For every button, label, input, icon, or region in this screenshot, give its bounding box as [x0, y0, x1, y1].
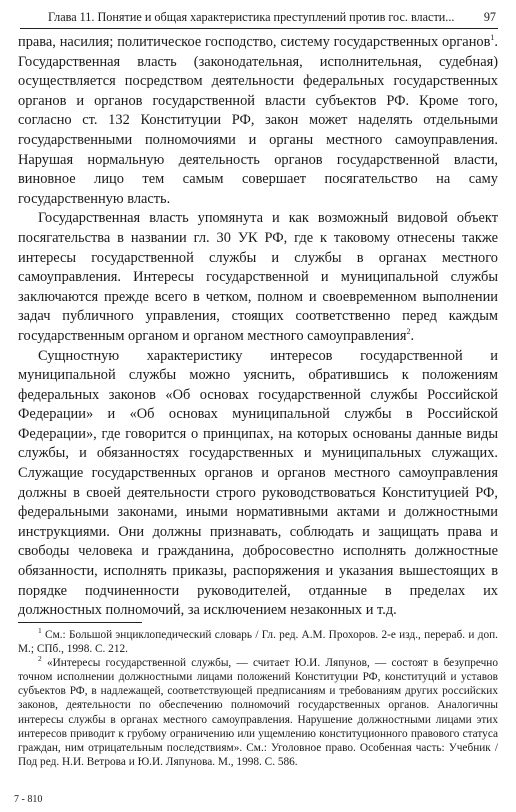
paragraph-1-part-a: права, насилия; политическое господство, систему государственных органов	[18, 34, 491, 50]
paragraph-2-end: .	[410, 327, 415, 344]
page-number: 97	[483, 10, 496, 24]
running-header	[20, 6, 498, 29]
footnotes	[18, 628, 498, 769]
footnote-ref-1: 1	[490, 33, 495, 42]
footnote-2-mark: 2	[38, 654, 42, 664]
paragraph-3: Сущностную характеристику интересов государственной и муниципальной службы можно уяснить, обратившись к положениям федеральных законов «Об основах государственной службы Российской Федерации» и «Об основах муниципальной службы в Российской Федерации», где говорится о принципах, на которых основаны данные виды службы, и обязанностях государственных и муниципальных служащих. Служащие государственных органов и органов местного самоуправления должны в своей деятельности строго руководствоваться Конституцией РФ, федеральными законами, иными нормативными актами и должностными инструкциями. Они должны признавать, соблюдать и защищать права и свободы человека и гражданина, добросовестно исполнять должностные обязанности, исполнять приказы, распоряжения и указания вышестоящих в порядке подчиненности руководителей, отданные в пределах их должностных полномочий, за исключением незаконных и т.д.	[18, 347, 498, 619]
chapter-title: Глава 11. Понятие и общая характеристика преступлений против гос. власти...	[48, 10, 455, 24]
footnote-2-text: «Интересы государственной службы, — считает Ю.И. Ляпунов, — состоят в безупречно точном исполнении должностными лицами положений Конституции РФ, конституций и уставов субъектов РФ, в надлежащей, соответствующей предписаниям и требованиям других российских законов, деятельности по обеспечению полномочий государственных органов. Аналогичны интересы службы в органах местного самоуправления. Нарушение должностными лицами этих интересов приводит к грубому ограничению или ущемлению конституционного правового статуса граждан, ним отрицательным последствиям». См.: Уголовное право. Особенная часть: Учебник / Под ред. Н.И. Ветрова и Ю.И. Ляпунова. М., 1998. С. 586.	[18, 657, 498, 768]
footnote-1-mark: 1	[38, 626, 42, 635]
footnote-ref-2: 2	[406, 326, 411, 336]
main-text	[18, 33, 498, 621]
footnote-2	[18, 656, 498, 769]
footnote-1	[18, 628, 498, 656]
paragraph-2-text: Государственная власть упомянута и как возможный видовой объект посягательства в названии гл. 30 УК РФ, где к таковому отнесены также интересы государственной службы и службы в органах местного самоуправления. Интересы государственной и муниципальной службы заключаются прежде всего в четком, полном и своевременном выполнении задач публичного управления, стоящих соответственно перед каждым государственным органом и органом местного самоуправления	[18, 210, 498, 344]
paragraph-1	[18, 33, 498, 209]
printer-signature: 7 - 810	[14, 794, 43, 805]
footnote-1-text: См.: Большой энциклопедический словарь / Гл. ред. А.М. Прохоров. 2-е изд., перераб. и доп. М.; СПб., 1998. С. 212.	[18, 629, 498, 656]
paragraph-1-part-b: . Государственная власть (законодательная, исполнительная, судебная) осуществляется посредством деятельности федеральных государственных органов и органов государственной власти субъектов РФ. Кроме того, согласно ст. 132 Конституции РФ, закон может наделять отдельными государственными полномочиями и органы местного самоуправления. Нарушая нормальную деятельность органов государственной власти, виновное лицо тем самым совершает посягательство на саму государственную власть.	[18, 34, 498, 207]
paragraph-2	[18, 209, 498, 346]
footnote-separator	[18, 622, 142, 623]
